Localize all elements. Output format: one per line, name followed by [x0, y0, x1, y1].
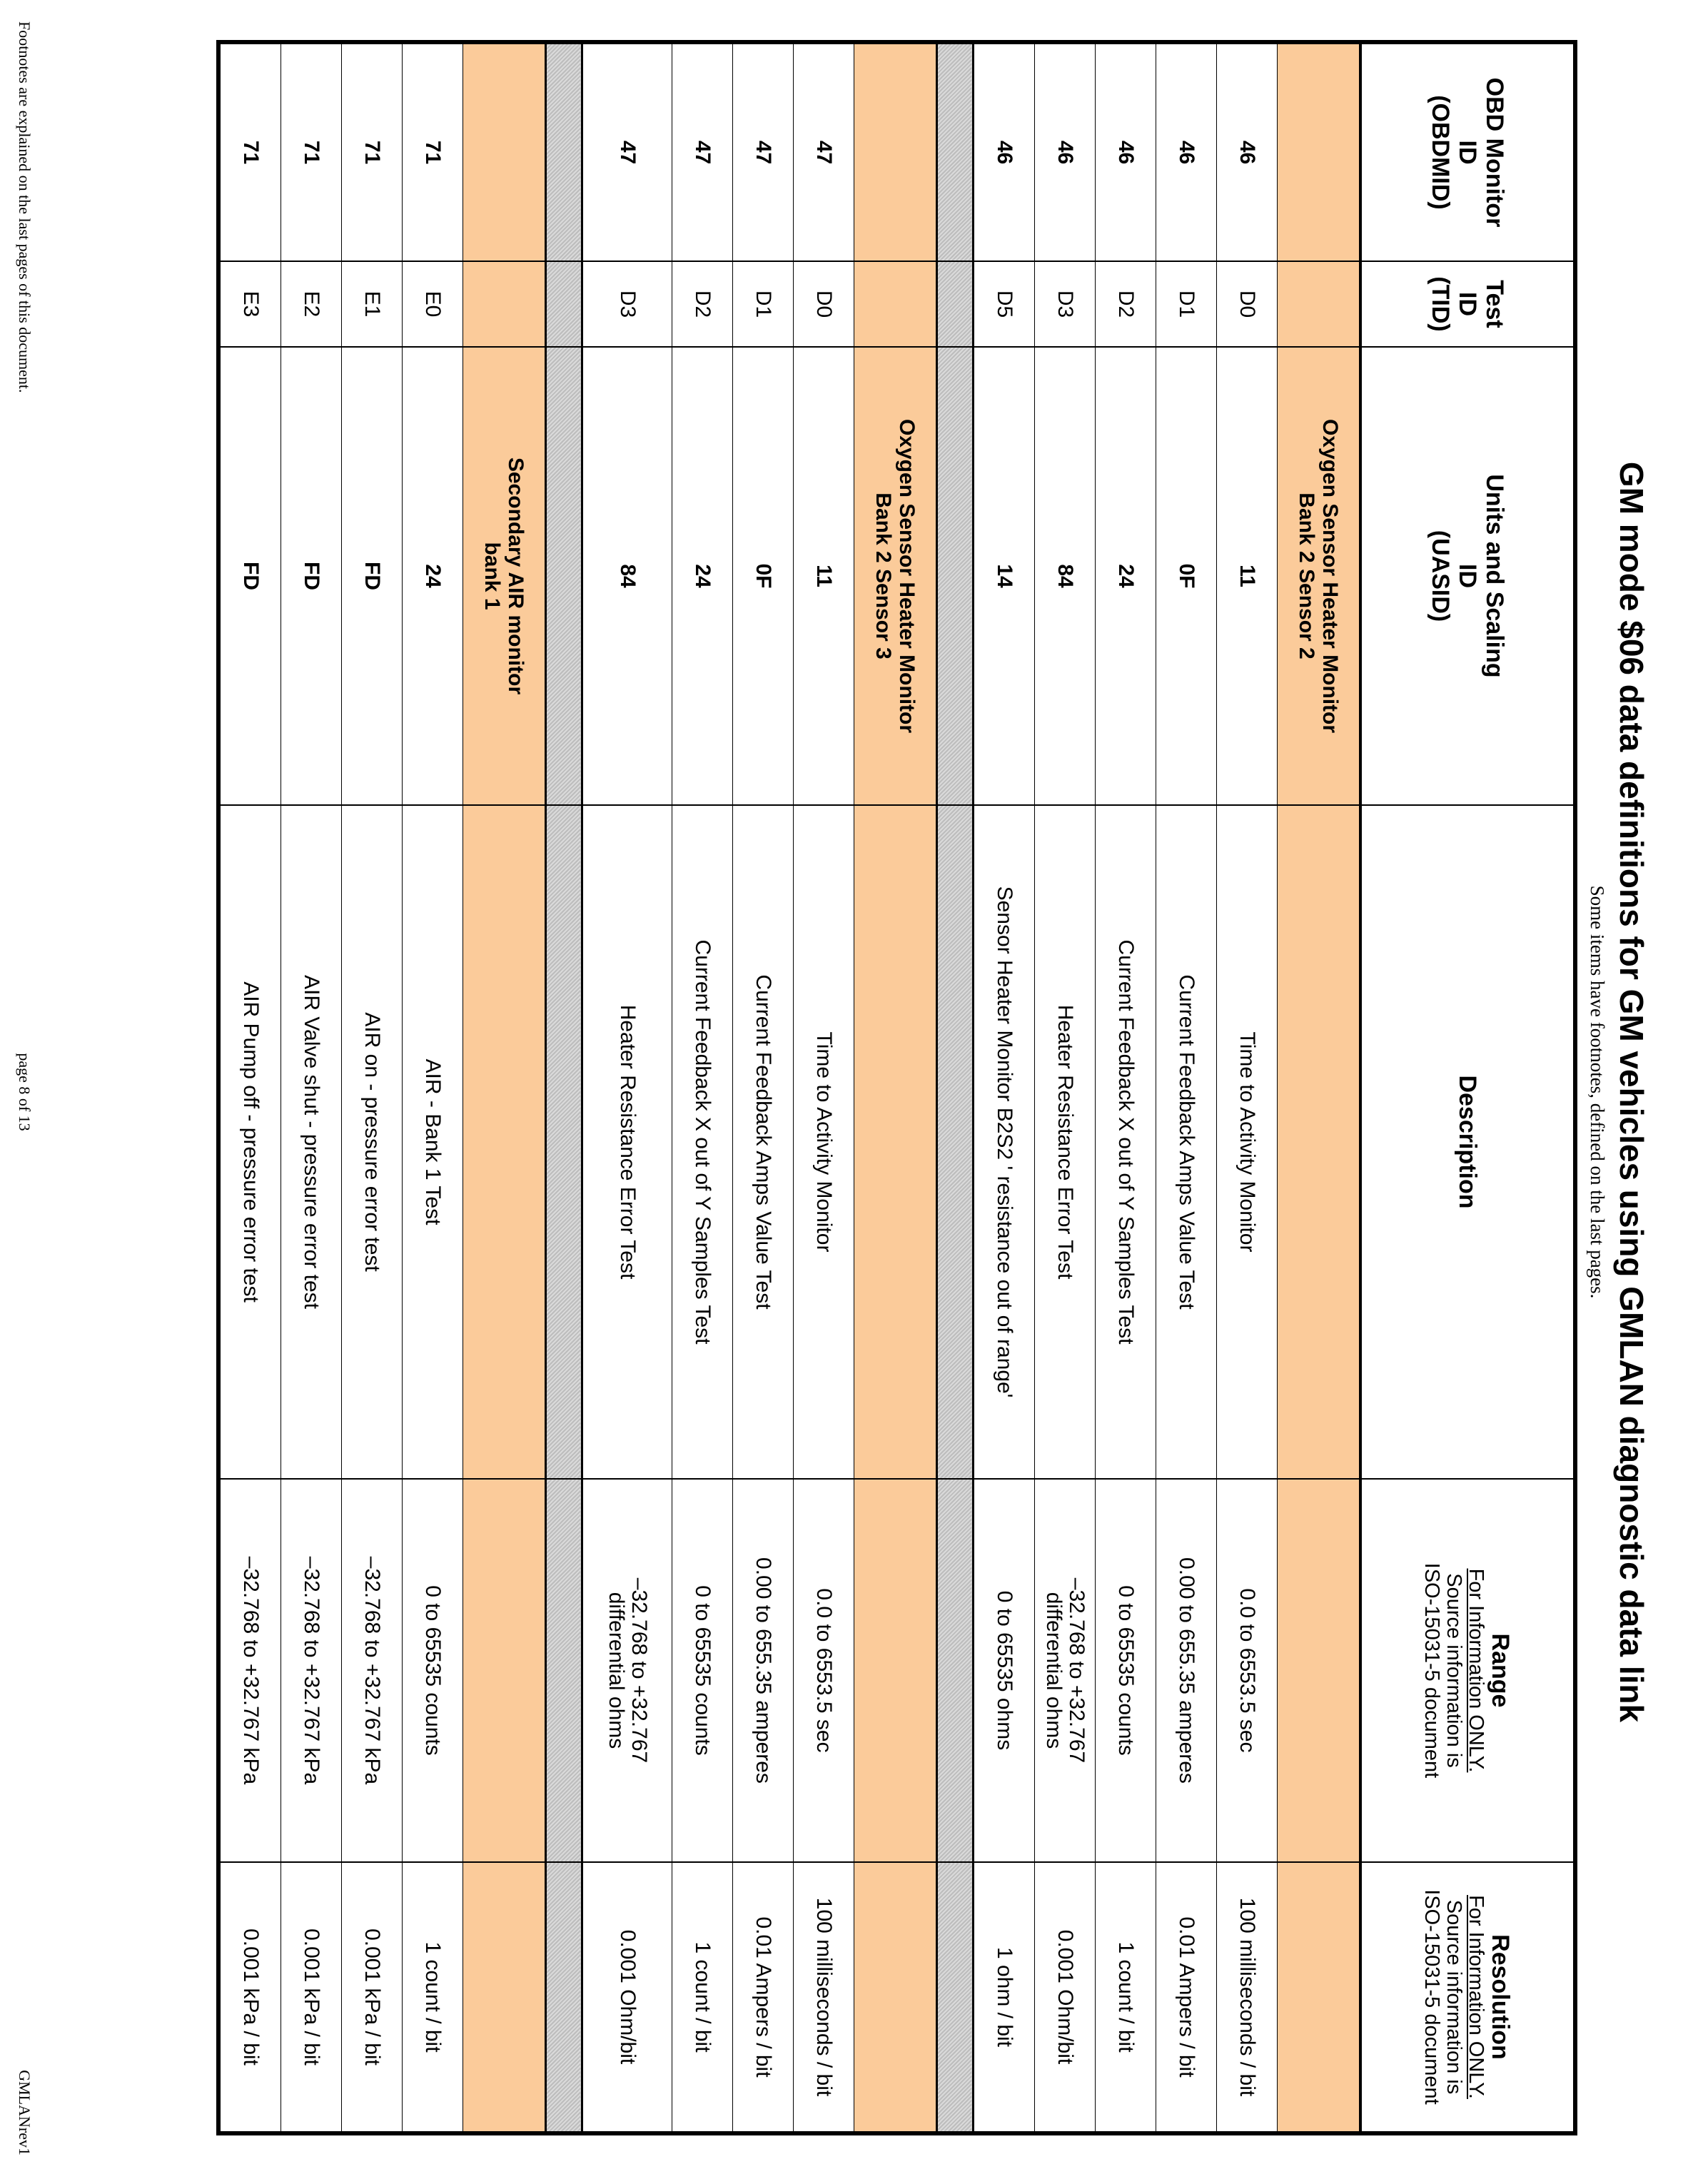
- footer-revision: GMLANrev1: [16, 2070, 34, 2155]
- section-title: Secondary AIR monitor bank 1: [463, 347, 546, 805]
- table-row: 71 E1 FD AIR on - pressure error test –32.768 to +32.767 kPa 0.001 kPa / bit: [342, 42, 403, 2133]
- header-tid: Test ID (TID): [1360, 261, 1575, 347]
- section-header: [463, 42, 546, 2133]
- header-uasid: Units and Scaling ID (UASID): [1360, 347, 1575, 805]
- table-row: 46 D0 11 Time to Activity Monitor 0.0 to 6553.5 sec 100 milliseconds / bit: [1217, 42, 1278, 2133]
- section-header: [854, 42, 937, 2133]
- section-title: Oxygen Sensor Heater Monitor Bank 2 Sensor 3: [854, 347, 937, 805]
- footer-footnote-text: Footnotes are explained on the last pages of this document.: [16, 21, 34, 393]
- section-separator: [937, 42, 974, 2133]
- header-resolution: Resolution For Information ONLY. Source information is ISO-15031-5 document: [1360, 1862, 1575, 2133]
- table-row: 71 E0 24 AIR - Bank 1 Test 0 to 65535 counts 1 count / bit: [403, 42, 463, 2133]
- table-row: 47 D1 0F Current Feedback Amps Value Test 0.00 to 655.35 amperes 0.01 Ampers / bit: [733, 42, 794, 2133]
- section-title: Oxygen Sensor Heater Monitor Bank 2 Sensor 2: [1278, 347, 1361, 805]
- header-row: [1360, 42, 1575, 2133]
- definitions-table: [216, 40, 1577, 2135]
- table-row: 47 D0 11 Time to Activity Monitor 0.0 to 6553.5 sec 100 milliseconds / bit: [794, 42, 854, 2133]
- header-description: Description: [1360, 805, 1575, 1479]
- section-header: [1278, 42, 1361, 2133]
- table-row: 47 D2 24 Current Feedback X out of Y Samples Test 0 to 65535 counts 1 count / bit: [672, 42, 733, 2133]
- table-row: 47 D3 84 Heater Resistance Error Test –32.768 to +32.767 differential ohms 0.001 Ohm/bit: [582, 42, 672, 2133]
- table-row: 46 D5 14 Sensor Heater Monitor B2S2 ' resistance out of range' 0 to 65535 ohms 1 ohm / bit: [974, 42, 1035, 2133]
- table-row: 46 D3 84 Heater Resistance Error Test –32.768 to +32.767 differential ohms 0.001 Ohm/bit: [1035, 42, 1096, 2133]
- table-row: 71 E2 FD AIR Valve shut - pressure error test –32.768 to +32.767 kPa 0.001 kPa / bit: [281, 42, 342, 2133]
- table-row: 46 D2 24 Current Feedback X out of Y Samples Test 0 to 65535 counts 1 count / bit: [1096, 42, 1156, 2133]
- footer-page-number: page 8 of 13: [16, 1053, 34, 1131]
- header-range: Range For Information ONLY. Source information is ISO-15031-5 document: [1360, 1479, 1575, 1862]
- header-obdmid: OBD Monitor ID (OBDMID): [1360, 42, 1575, 261]
- page-subtitle: Some items have footnotes, defined on the last pages.: [1587, 885, 1608, 1299]
- section-separator: [546, 42, 582, 2133]
- page-title: GM mode $06 data definitions for GM vehicles using GMLAN diagnostic data link: [1613, 461, 1650, 1723]
- table-row: 71 E3 FD AIR Pump off - pressure error test –32.768 to +32.767 kPa 0.001 kPa / bit: [218, 42, 281, 2133]
- table-row: 46 D1 0F Current Feedback Amps Value Test 0.00 to 655.35 amperes 0.01 Ampers / bit: [1156, 42, 1217, 2133]
